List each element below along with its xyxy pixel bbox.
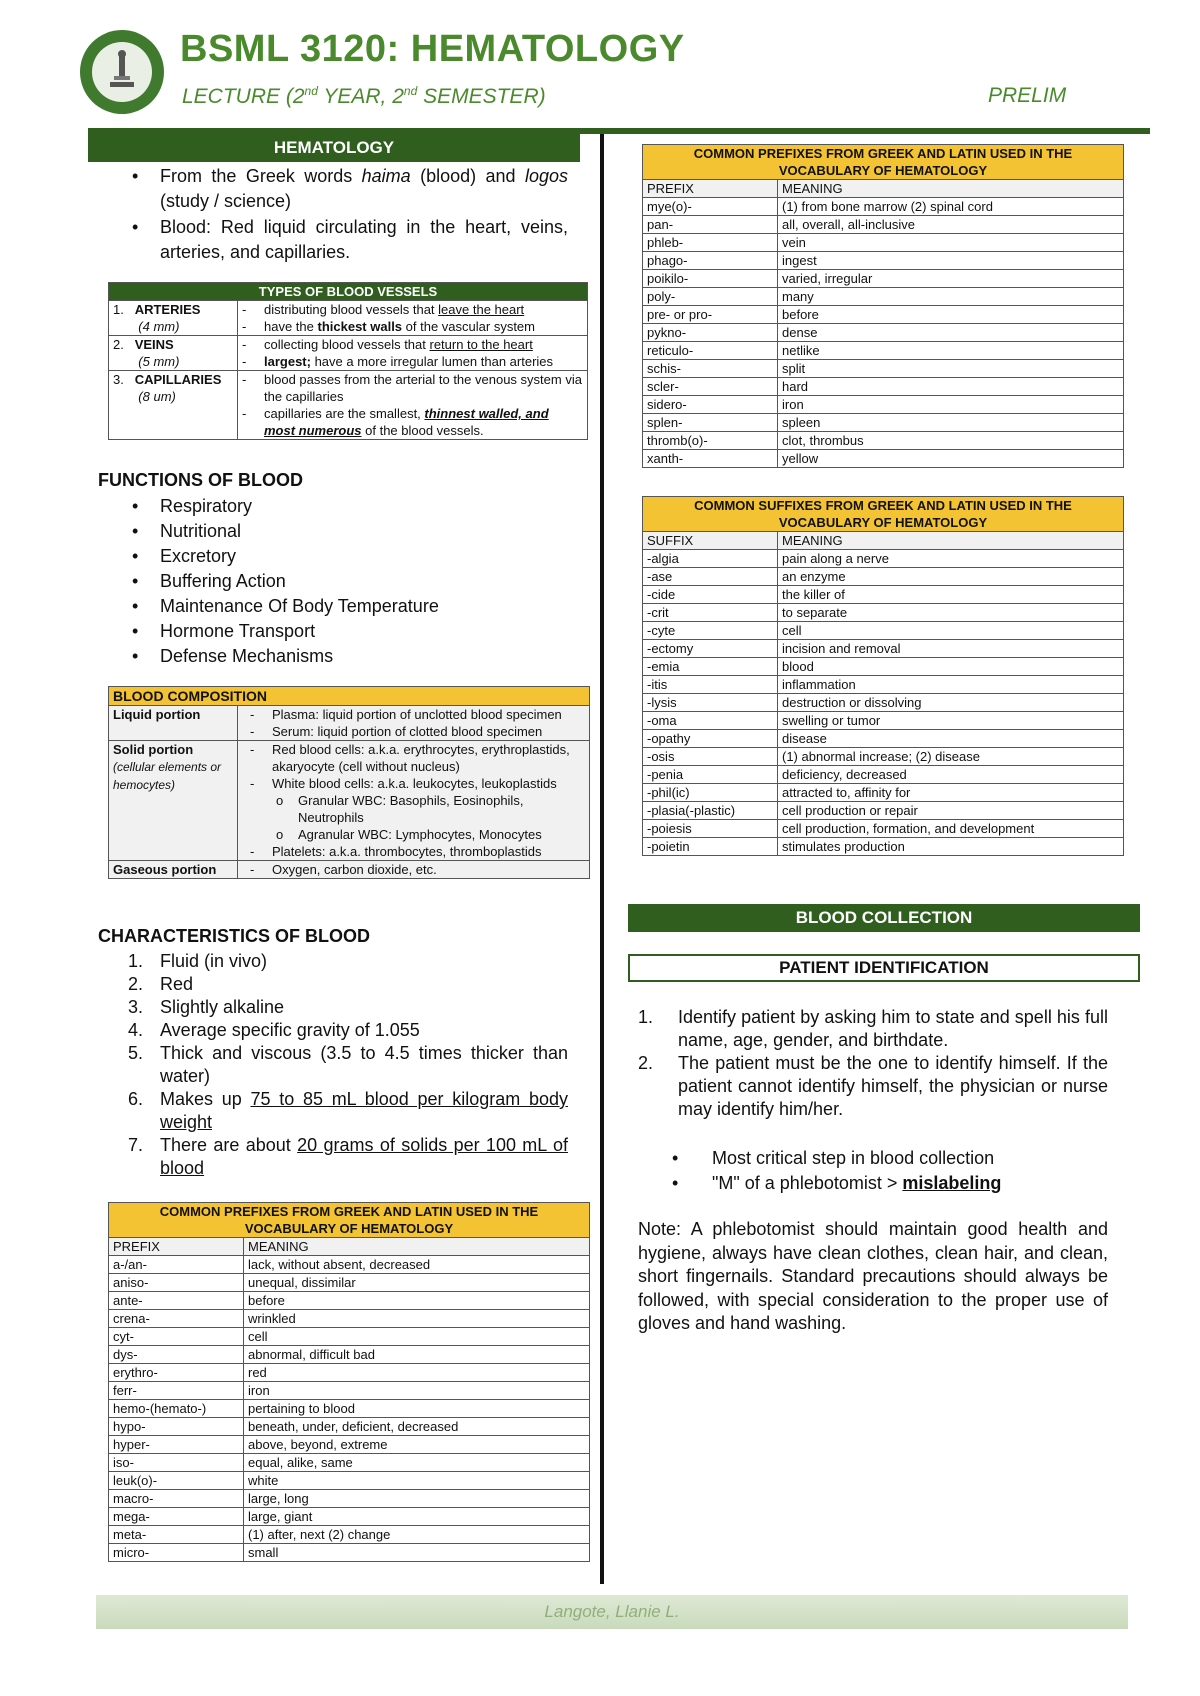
table-header-row: PREFIX MEANING — [643, 180, 1124, 198]
term-cell: micro- — [109, 1544, 244, 1562]
term-cell: iso- — [109, 1454, 244, 1472]
table-header-row: SUFFIX MEANING — [643, 532, 1124, 550]
list-item: 7. There are about 20 grams of solids per 100 mL of blood — [128, 1135, 568, 1178]
term-cell: erythro- — [109, 1364, 244, 1382]
meaning-cell: deficiency, decreased — [778, 766, 1124, 784]
term-cell: mye(o)- — [643, 198, 778, 216]
meaning-cell: inflammation — [778, 676, 1124, 694]
meaning-cell: cell — [244, 1328, 590, 1346]
list-item: 6. Makes up 75 to 85 mL blood per kilogram body weight — [128, 1089, 568, 1132]
table-row: 1. ARTERIES (4 mm) - - distributing blood vessels that leave the heart have the thickest walls of the vascular system — [109, 301, 588, 336]
term-cell: pan- — [643, 216, 778, 234]
meaning-cell: yellow — [778, 450, 1124, 468]
meaning-cell: above, beyond, extreme — [244, 1436, 590, 1454]
term-cell: crena- — [109, 1310, 244, 1328]
meaning-cell: pain along a nerve — [778, 550, 1124, 568]
term-cell: meta- — [109, 1526, 244, 1544]
meaning-cell: attracted to, affinity for — [778, 784, 1124, 802]
meaning-cell: (1) after, next (2) change — [244, 1526, 590, 1544]
term-cell: -phil(ic) — [643, 784, 778, 802]
term-cell: poikilo- — [643, 270, 778, 288]
meaning-cell: cell production or repair — [778, 802, 1124, 820]
term-cell: ferr- — [109, 1382, 244, 1400]
table-row — [643, 712, 1124, 730]
term-cell: -poietin — [643, 838, 778, 856]
list-item: • Blood: Red liquid circulating in the heart, veins, arteries, and capillaries. — [88, 215, 568, 265]
table-row — [643, 604, 1124, 622]
table-row — [643, 838, 1124, 856]
table-row — [643, 432, 1124, 450]
table-row — [109, 1274, 590, 1292]
term-cell: -cide — [643, 586, 778, 604]
term-cell: ante- — [109, 1292, 244, 1310]
section-heading-functions: FUNCTIONS OF BLOOD — [98, 470, 303, 490]
meaning-cell: abnormal, difficult bad — [244, 1346, 590, 1364]
term-cell: hemo-(hemato-) — [109, 1400, 244, 1418]
table-row — [643, 766, 1124, 784]
table-title: TYPES OF BLOOD VESSELS — [109, 283, 588, 301]
meaning-cell: an enzyme — [778, 568, 1124, 586]
table-title: COMMON PREFIXES FROM GREEK AND LATIN USED IN THE VOCABULARY OF HEMATOLOGY — [109, 1203, 590, 1238]
footer-bar — [96, 1595, 1128, 1629]
table-row — [643, 342, 1124, 360]
table-row — [643, 396, 1124, 414]
term-cell: -penia — [643, 766, 778, 784]
meaning-cell: hard — [778, 378, 1124, 396]
table-row — [643, 378, 1124, 396]
table-title: BLOOD COMPOSITION — [109, 687, 590, 706]
term-cell: a-/an- — [109, 1256, 244, 1274]
list-item: • Most critical step in blood collection — [628, 1146, 1108, 1171]
table-row — [643, 586, 1124, 604]
document-title: BSML 3120: HEMATOLOGY — [180, 28, 685, 70]
author-name: Langote, Llanie L. — [544, 1602, 680, 1621]
hematology-bullets — [88, 164, 568, 265]
term-cell: sidero- — [643, 396, 778, 414]
exam-period: PRELIM — [988, 84, 1067, 107]
meaning-cell: (1) from bone marrow (2) spinal cord — [778, 198, 1124, 216]
term-cell: -osis — [643, 748, 778, 766]
meaning-cell: netlike — [778, 342, 1124, 360]
meaning-cell: stimulates production — [778, 838, 1124, 856]
list-item: 3. Slightly alkaline — [128, 997, 285, 1017]
meaning-cell: the killer of — [778, 586, 1124, 604]
meaning-cell: large, giant — [244, 1508, 590, 1526]
term-cell: -ase — [643, 568, 778, 586]
meaning-cell: beneath, under, deficient, decreased — [244, 1418, 590, 1436]
blood-composition-table — [108, 686, 590, 879]
meaning-cell: cell — [778, 622, 1124, 640]
list-item: • From the Greek words haima (blood) and logos (study / science) — [88, 164, 568, 214]
meaning-cell: blood — [778, 658, 1124, 676]
table-row — [109, 1418, 590, 1436]
meaning-cell: before — [244, 1292, 590, 1310]
meaning-cell: incision and removal — [778, 640, 1124, 658]
meaning-cell: iron — [778, 396, 1124, 414]
term-cell: phago- — [643, 252, 778, 270]
table-row — [109, 1472, 590, 1490]
term-cell: thromb(o)- — [643, 432, 778, 450]
table-row: Gaseous portion - Oxygen, carbon dioxide, etc. — [109, 861, 590, 879]
term-cell: -algia — [643, 550, 778, 568]
patient-id-bullets — [628, 1146, 1108, 1196]
table-row — [643, 414, 1124, 432]
table-row — [643, 216, 1124, 234]
blood-vessels-table — [108, 282, 588, 440]
table-row — [109, 1364, 590, 1382]
school-logo — [80, 30, 164, 114]
term-cell: leuk(o)- — [109, 1472, 244, 1490]
list-item: • Defense Mechanisms — [88, 644, 568, 669]
meaning-cell: unequal, dissimilar — [244, 1274, 590, 1292]
list-item: • Hormone Transport — [88, 619, 568, 644]
list-item: • "M" of a phlebotomist > mislabeling — [628, 1171, 1108, 1196]
section-heading-blood-collection: BLOOD COLLECTION — [628, 904, 1140, 932]
term-cell: cyt- — [109, 1328, 244, 1346]
meaning-cell: before — [778, 306, 1124, 324]
term-cell: pre- or pro- — [643, 306, 778, 324]
table-row — [109, 1310, 590, 1328]
meaning-cell: large, long — [244, 1490, 590, 1508]
term-cell: poly- — [643, 288, 778, 306]
term-cell: -itis — [643, 676, 778, 694]
list-item: • Nutritional — [88, 519, 568, 544]
term-cell: scler- — [643, 378, 778, 396]
table-title: COMMON PREFIXES FROM GREEK AND LATIN USED IN THE VOCABULARY OF HEMATOLOGY — [643, 145, 1124, 180]
term-cell: -oma — [643, 712, 778, 730]
list-item: 4. Average specific gravity of 1.055 — [128, 1020, 420, 1040]
term-cell: dys- — [109, 1346, 244, 1364]
table-row — [109, 1454, 590, 1472]
term-cell: reticulo- — [643, 342, 778, 360]
table-row — [109, 1508, 590, 1526]
meaning-cell: varied, irregular — [778, 270, 1124, 288]
table-row — [643, 802, 1124, 820]
table-row — [643, 198, 1124, 216]
term-cell: -ectomy — [643, 640, 778, 658]
table-row — [643, 568, 1124, 586]
table-row — [643, 676, 1124, 694]
meaning-cell: swelling or tumor — [778, 712, 1124, 730]
patient-id-steps — [628, 1006, 1108, 1121]
meaning-cell: disease — [778, 730, 1124, 748]
table-row — [643, 748, 1124, 766]
term-cell: hyper- — [109, 1436, 244, 1454]
table-row — [109, 1256, 590, 1274]
table-row — [109, 1382, 590, 1400]
table-row: Solid portion (cellular elements or hemocytes) - Red blood cells: a.k.a. erythrocytes, erythroplastids, akaryocyte (cell without nucleus) - White blood cells: a.k.a. leukocytes, leukoplastids o Granular WBC: Basophils, Eosinophils, Neutrophils o Agranular WBC: Lymphocytes, Monocytes - Platelets: a.k.a. thrombocytes, thromboplastids — [109, 741, 590, 861]
functions-list — [88, 494, 568, 669]
table-row — [643, 234, 1124, 252]
term-cell: -cyte — [643, 622, 778, 640]
prefix-table-right — [642, 144, 1124, 468]
table-row — [643, 306, 1124, 324]
term-cell: -crit — [643, 604, 778, 622]
suffix-table — [642, 496, 1124, 856]
meaning-cell: to separate — [778, 604, 1124, 622]
table-row — [109, 1346, 590, 1364]
table-row — [643, 784, 1124, 802]
meaning-cell: split — [778, 360, 1124, 378]
list-item: 1. Identify patient by asking him to state and spell his full name, age, gender, and birthdate. — [638, 1007, 1108, 1050]
term-cell: xanth- — [643, 450, 778, 468]
term-cell: mega- — [109, 1508, 244, 1526]
table-row — [643, 730, 1124, 748]
table-row: 2. VEINS (5 mm) - - collecting blood vessels that return to the heart largest; have a more irregular lumen than arteries — [109, 336, 588, 371]
table-row — [643, 820, 1124, 838]
list-item: 5. Thick and viscous (3.5 to 4.5 times thicker than water) — [128, 1043, 568, 1086]
list-item: • Excretory — [88, 544, 568, 569]
list-item: • Buffering Action — [88, 569, 568, 594]
table-row — [109, 1490, 590, 1508]
table-row — [643, 550, 1124, 568]
meaning-cell: vein — [778, 234, 1124, 252]
term-cell: aniso- — [109, 1274, 244, 1292]
table-row: Liquid portion - Plasma: liquid portion of unclotted blood specimen - Serum: liquid portion of clotted blood specimen — [109, 706, 590, 741]
table-row — [109, 1436, 590, 1454]
list-item: 1. Fluid (in vivo) — [128, 951, 268, 971]
table-row — [643, 360, 1124, 378]
table-row — [643, 324, 1124, 342]
table-row — [109, 1292, 590, 1310]
prefix-table-left — [108, 1202, 590, 1562]
meaning-cell: iron — [244, 1382, 590, 1400]
list-item: 2. Red — [128, 974, 194, 994]
document-subtitle: LECTURE (2nd YEAR, 2nd SEMESTER) — [182, 84, 546, 108]
meaning-cell: wrinkled — [244, 1310, 590, 1328]
term-cell: pykno- — [643, 324, 778, 342]
characteristics-list — [88, 950, 568, 1180]
table-row — [643, 252, 1124, 270]
meaning-cell: red — [244, 1364, 590, 1382]
table-row — [643, 622, 1124, 640]
term-cell: -emia — [643, 658, 778, 676]
meaning-cell: ingest — [778, 252, 1124, 270]
meaning-cell: all, overall, all-inclusive — [778, 216, 1124, 234]
meaning-cell: dense — [778, 324, 1124, 342]
term-cell: -opathy — [643, 730, 778, 748]
meaning-cell: small — [244, 1544, 590, 1562]
term-cell: macro- — [109, 1490, 244, 1508]
section-heading-characteristics: CHARACTERISTICS OF BLOOD — [98, 926, 370, 946]
section-heading-hematology: HEMATOLOGY — [88, 134, 580, 162]
table-header-row: PREFIX MEANING — [109, 1238, 590, 1256]
meaning-cell: destruction or dissolving — [778, 694, 1124, 712]
table-row — [643, 658, 1124, 676]
subheading-patient-identification: PATIENT IDENTIFICATION — [628, 954, 1140, 982]
table-row — [109, 1544, 590, 1562]
table-row — [643, 694, 1124, 712]
column-divider — [600, 134, 604, 1584]
meaning-cell: pertaining to blood — [244, 1400, 590, 1418]
note-paragraph: Note: A phlebotomist should maintain good health and hygiene, always have clean clothes, clean hair, and clean, short fingernails. Standard precautions should always be followed, with special consideration to the proper use of gloves and hand washing. — [638, 1219, 1108, 1333]
table-row — [109, 1328, 590, 1346]
term-cell: hypo- — [109, 1418, 244, 1436]
table-row — [643, 270, 1124, 288]
table-row — [643, 450, 1124, 468]
table-row: 3. CAPILLARIES (8 um) - - blood passes from the arterial to the venous system via the capillaries capillaries are the smallest, thinnest walled, and most numerous of the blood vessels. — [109, 371, 588, 440]
list-item: 2. The patient must be the one to identify himself. If the patient cannot identify himself, the physician or nurse may identify him/her. — [638, 1053, 1108, 1119]
meaning-cell: (1) abnormal increase; (2) disease — [778, 748, 1124, 766]
term-cell: splen- — [643, 414, 778, 432]
meaning-cell: lack, without absent, decreased — [244, 1256, 590, 1274]
term-cell: schis- — [643, 360, 778, 378]
table-row — [643, 288, 1124, 306]
term-cell: -plasia(-plastic) — [643, 802, 778, 820]
term-cell: phleb- — [643, 234, 778, 252]
list-item: • Maintenance Of Body Temperature — [88, 594, 568, 619]
table-row — [643, 640, 1124, 658]
term-cell: -poiesis — [643, 820, 778, 838]
meaning-cell: cell production, formation, and development — [778, 820, 1124, 838]
term-cell: -lysis — [643, 694, 778, 712]
table-row — [109, 1400, 590, 1418]
microscope-emblem — [92, 42, 152, 102]
meaning-cell: many — [778, 288, 1124, 306]
meaning-cell: equal, alike, same — [244, 1454, 590, 1472]
meaning-cell: spleen — [778, 414, 1124, 432]
table-title: COMMON SUFFIXES FROM GREEK AND LATIN USED IN THE VOCABULARY OF HEMATOLOGY — [643, 497, 1124, 532]
table-row — [109, 1526, 590, 1544]
meaning-cell: clot, thrombus — [778, 432, 1124, 450]
meaning-cell: white — [244, 1472, 590, 1490]
list-item: • Respiratory — [88, 494, 568, 519]
